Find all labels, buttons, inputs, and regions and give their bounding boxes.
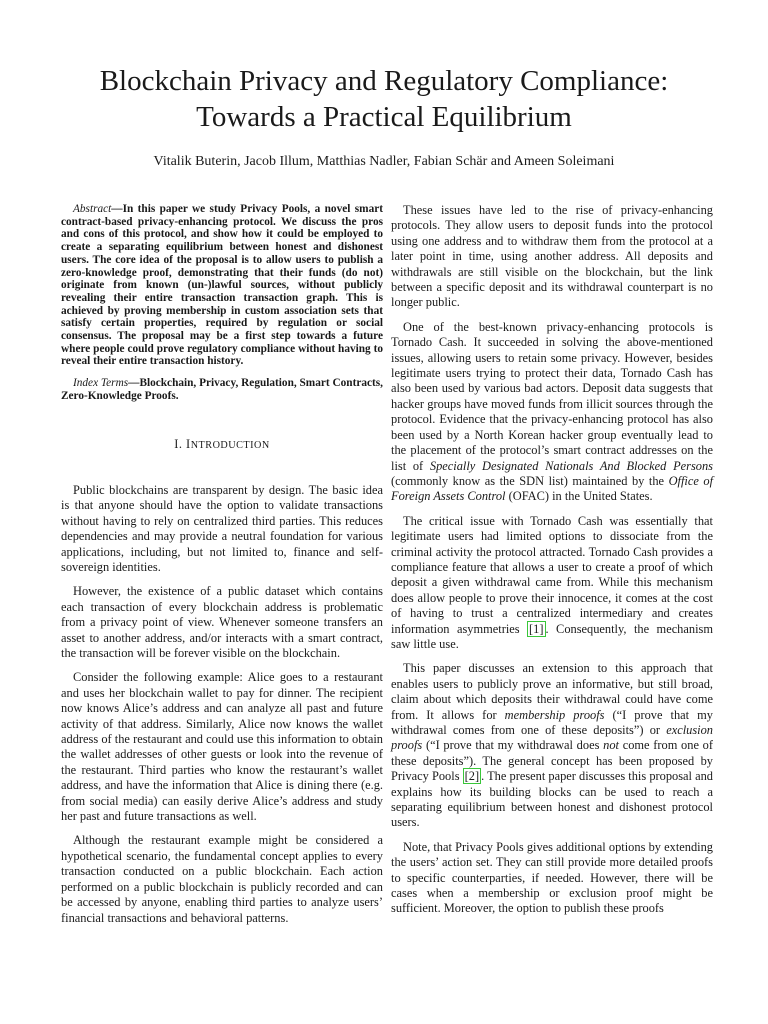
section-numeral: I. I <box>174 436 191 451</box>
intro-paragraph-2: However, the existence of a public dataset which contains each transaction of every blockchain address is problematic from a privacy point of view. Whenever someone transfers an asset to another address, and/or interacts with a smart contract, the transaction will be forever visible on the blockchain. <box>61 584 383 661</box>
intro-paragraph-3: Consider the following example: Alice goes to a restaurant and uses her blockchain wallet to pay for dinner. The recipient now knows Alice’s address and can analyze all past and future activity of that address. Similarly, Alice now knows the wallet address of the restaurant and could use this information to obtain the wallet addresses of other guests or look into the revenue of the restaurant. Third parties who know the restaurant’s wallet address, and have the information that Alice is dining there (e.g. from social media) can easily derive Alice’s address and study her past and future transactions as well. <box>61 670 383 824</box>
sdn-list-name: Specially Designated Nationals And Blocked Persons <box>429 458 714 473</box>
text-run: One of the best-known privacy-enhancing protocols is Tornado Cash. It succeeded in solving the above-mentioned issues, allowing users to retain some privacy. However, besides legitimate users trying to protect their data, Tornado Cash has also been used by various bad actors. Deposit data suggests that hacker groups have moved funds from illicit sources through the protocol. Evidence that the privacy-enhancing protocol has also been used by a North Korean hacker group eventually lead to the placement of the protocol’s smart contract addresses on the list of <box>391 319 713 473</box>
left-column <box>61 203 383 935</box>
abstract-text: —In this paper we study Privacy Pools, a novel smart contract-based privacy-enhancing protocol. We discuss the pros and cons of this protocol, and show how it could be employed to create a separating equilibrium between honest and dishonest users. The core idea of the proposal is to allow users to publish a zero-knowledge proof, demonstrating that their funds (do not) originate from known (un-)lawful sources, without publicly revealing their entire transaction transaction graph. This is achieved by proving membership in custom association sets that satisfy certain properties, required by regulation or social consensus. The proposal may be a first step towards a future where people could prove regulatory compliance without having to reveal their entire transaction history. <box>61 203 383 368</box>
abstract-label: Abstract <box>73 203 112 215</box>
not-emphasis: not <box>603 738 619 753</box>
title-line-2: Towards a Practical Equilibrium <box>196 101 572 133</box>
intro-paragraph-9: Note, that Privacy Pools gives additional options by extending the users’ action set. They can still provide more detailed proofs to specific counterparties, if needed. However, there will be cases when a membership or exclusion proof might be sufficient. Moreover, the option to publish these proofs <box>391 839 713 916</box>
index-terms <box>61 377 383 402</box>
intro-paragraph-1: Public blockchains are transparent by design. The basic idea is that anyone should have the option to validate transactions without having to rely on centralized third parties. This reduces dependencies and may provide a neutral foundation for various applications, including, but not limited to, finance and self-sovereign identities. <box>61 482 383 574</box>
text-run: . Consequently, the mechanism saw little use. <box>391 621 713 651</box>
section-heading-introduction <box>61 437 383 453</box>
citation-link-2[interactable]: [2] <box>464 769 480 784</box>
text-run: . The present paper discusses this proposal and explains how its building blocks can be used to reach a separating equilibrium between honest and dishonest protocol users. <box>391 769 714 830</box>
intro-paragraph-4: Although the restaurant example might be considered a hypothetical scenario, the fundamental concept applies to every transaction conducted on a public blockchain. Each action performed on a public blockchain is publicly recorded and can be accessed by anyone, enabling third parties to analyze users’ financial transactions and behavioral patterns. <box>61 833 383 925</box>
text-run: (OFAC) in the United States. <box>505 489 653 504</box>
citation-link-1[interactable]: [1] <box>529 621 544 636</box>
right-column <box>391 203 713 926</box>
index-terms-text: —Blockchain, Privacy, Regulation, Smart Contracts, Zero-Knowledge Proofs. <box>61 377 383 402</box>
intro-paragraph-6 <box>391 320 713 505</box>
index-terms-label: Index Terms <box>73 377 129 390</box>
text-run: This paper discusses an extension to this approach that enables users to publicly prove an informative, but still broad, claim about which deposits their withdrawal could have come from. It allows for <box>391 661 713 722</box>
text-run: (commonly know as the SDN list) maintained by the <box>391 473 669 488</box>
exclusion-proofs-term: exclusion proofs <box>391 723 713 753</box>
author-list: Vitalik Buterin, Jacob Illum, Matthias Nadler, Fabian Schär and Ameen Soleimani <box>153 154 615 169</box>
text-run: The critical issue with Tornado Cash was essentially that legitimate users had limited options to dissociate from the criminal activity the protocol attracted. Tornado Cash provides a compliance feature that allows a user to create a proof of which deposit a given withdrawal came from. While this mechanism does allow people to prove their innocence, it comes at the cost of having to trust a centralized intermediary and creates information asymmetries <box>391 513 713 636</box>
text-run: come from one of these deposits”). The general concept has been proposed by Privacy Pools <box>391 738 713 784</box>
intro-paragraph-5: These issues have led to the rise of privacy-enhancing protocols. They allow users to deposit funds into the protocol using one address and to withdraw them from the protocol at a later point in time, using another address. All deposits and withdrawals are still visible on the blockchain, but the link between a specific deposit and its withdrawal counterpart is no longer public. <box>391 203 713 310</box>
text-run: (“I prove that my withdrawal comes from one of these deposits”) or <box>391 707 713 737</box>
intro-paragraph-8 <box>391 661 713 830</box>
abstract <box>61 203 383 368</box>
text-run: (“I prove that my withdrawal does <box>422 738 604 753</box>
title-line-1: Blockchain Privacy and Regulatory Compliance: <box>99 65 669 97</box>
paper-title <box>0 63 768 135</box>
section-title-caps: NTRODUCTION <box>190 439 270 451</box>
ofac-name: Office of Foreign Assets Control <box>391 473 714 504</box>
membership-proofs-term: membership proofs <box>504 707 605 722</box>
intro-paragraph-7 <box>391 514 713 653</box>
